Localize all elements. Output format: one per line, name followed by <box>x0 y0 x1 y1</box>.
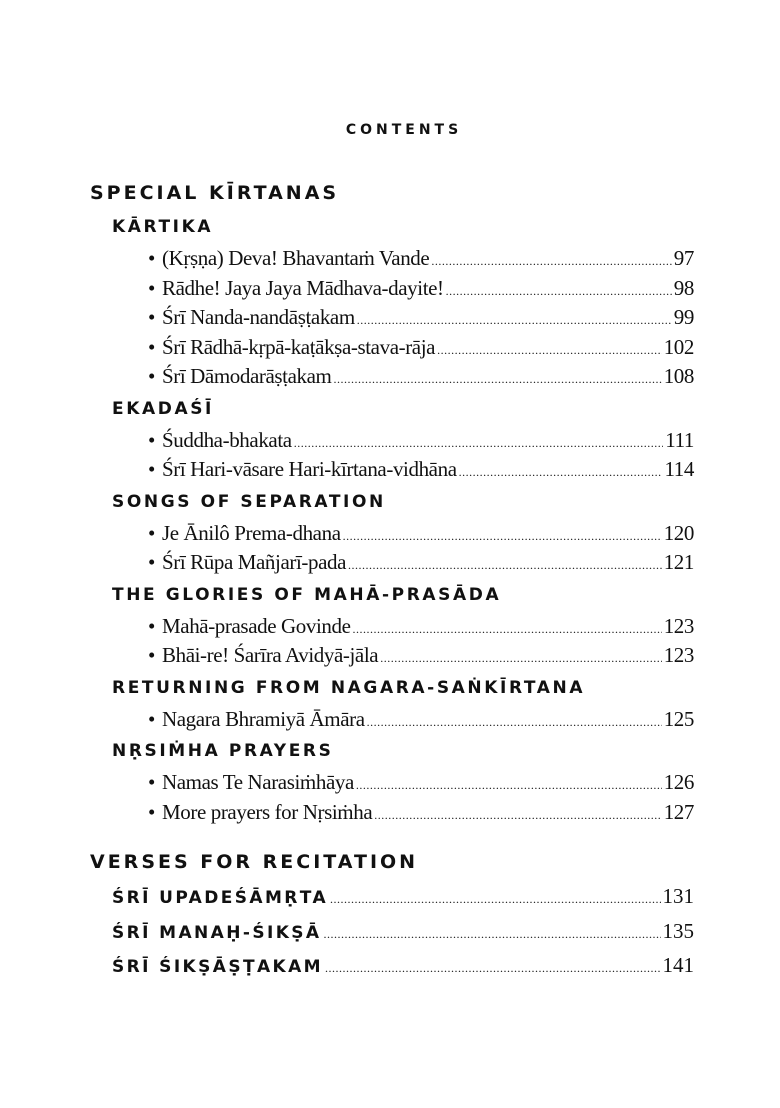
dot-leader <box>323 917 660 952</box>
dot-leader <box>356 771 662 801</box>
toc-entry[interactable] <box>90 274 694 304</box>
entry-title: Śrī Dāmodarāṣṭakam <box>162 364 332 388</box>
toc-entry[interactable] <box>90 303 694 333</box>
page-number: 98 <box>673 275 694 300</box>
table-of-contents <box>90 176 694 983</box>
dot-leader <box>343 522 662 552</box>
group-heading: EKADAŚĪ <box>112 398 214 419</box>
page-number: 123 <box>663 643 694 667</box>
page-number: 126 <box>663 770 694 794</box>
dot-leader <box>431 247 671 277</box>
bullet-icon: • <box>148 457 155 481</box>
bullet-icon: • <box>148 364 155 388</box>
page-number: 127 <box>663 799 694 824</box>
entry-title: Je Ānilô Prema-dhana <box>162 520 341 545</box>
entry-title: ŚRĪ MANAḤ-ŚIKṢĀ <box>112 922 322 943</box>
dot-leader <box>294 429 664 459</box>
page-number: 111 <box>665 427 694 452</box>
toc-entry[interactable] <box>90 768 694 798</box>
page-number: 135 <box>662 918 694 943</box>
toc-entry[interactable] <box>90 455 694 485</box>
page-number: 114 <box>664 457 694 481</box>
page-number: 121 <box>663 550 694 574</box>
toc-entry[interactable] <box>90 948 694 983</box>
toc-entry[interactable] <box>90 705 694 735</box>
toc-entry[interactable] <box>90 914 694 949</box>
entry-title: More prayers for Nṛsiṁha <box>162 799 373 824</box>
dot-leader <box>348 551 662 581</box>
group-heading: KĀRTIKA <box>112 217 214 237</box>
group-heading: SONGS OF SEPARATION <box>112 491 386 512</box>
dot-leader <box>380 644 661 674</box>
dot-leader <box>374 801 661 831</box>
bullet-icon: • <box>148 706 155 731</box>
section-heading: SPECIAL KĪRTANAS <box>90 182 340 204</box>
toc-entry[interactable] <box>90 519 694 549</box>
toc-entry[interactable] <box>90 548 694 578</box>
dot-leader <box>437 336 662 366</box>
bullet-icon: • <box>148 246 155 270</box>
entry-title: Śrī Hari-vāsare Hari-kīrtana-vidhāna <box>162 457 457 481</box>
entry-title: Nagara Bhramiyā Āmāra <box>162 706 365 731</box>
entry-title: Śrī Rādhā-kṛpā-kaṭākṣa-stava-rāja <box>162 334 436 359</box>
toc-entry[interactable] <box>90 798 694 828</box>
entry-title: Śrī Nanda-nandāṣṭakam <box>162 305 355 329</box>
group-heading: THE GLORIES OF MAHĀ-PRASĀDA <box>112 584 502 605</box>
page-number: 102 <box>663 334 694 359</box>
entry-title: Rādhe! Jaya Jaya Mādhava-dayite! <box>162 275 444 300</box>
toc-entry[interactable] <box>90 426 694 456</box>
bullet-icon: • <box>148 275 155 300</box>
page-number: 99 <box>673 305 694 329</box>
bullet-icon: • <box>148 799 155 824</box>
entry-title: (Kṛṣṇa) Deva! Bhavantaṁ Vande <box>162 246 430 270</box>
contents-title: CONTENTS <box>345 122 463 138</box>
page-number: 141 <box>662 953 694 977</box>
bullet-icon: • <box>148 643 155 667</box>
bullet-icon: • <box>148 613 155 638</box>
toc-entry[interactable] <box>90 244 694 274</box>
entry-title: ŚRĪ UPADEŚĀMṚTA <box>112 888 329 908</box>
page-number: 108 <box>663 364 694 388</box>
toc-entry[interactable] <box>90 641 694 671</box>
bullet-icon: • <box>148 550 155 574</box>
dot-leader <box>334 365 662 395</box>
toc-entry[interactable] <box>90 333 694 363</box>
toc-entry[interactable] <box>90 612 694 642</box>
entry-title: Śuddha-bhakata <box>162 427 292 452</box>
dot-leader <box>353 615 662 645</box>
dot-leader <box>357 306 672 336</box>
dot-leader <box>325 951 661 986</box>
page-number: 120 <box>663 520 694 545</box>
bullet-icon: • <box>148 427 155 452</box>
page-number: 97 <box>673 246 694 270</box>
page-number: 131 <box>662 884 694 908</box>
entry-title: ŚRĪ ŚIKṢĀṢṬAKAM <box>112 957 323 977</box>
page-number: 125 <box>663 706 694 731</box>
dot-leader <box>367 708 662 738</box>
entry-title: Bhāi-re! Śarīra Avidyā-jāla <box>162 643 379 667</box>
toc-entry[interactable] <box>90 362 694 392</box>
entry-title: Mahā-prasade Govinde <box>162 613 351 638</box>
dot-leader <box>459 458 663 488</box>
entry-title: Namas Te Narasiṁhāya <box>162 770 354 794</box>
page-number: 123 <box>663 613 694 638</box>
group-heading: RETURNING FROM NAGARA-SAṄKĪRTANA <box>112 677 586 698</box>
bullet-icon: • <box>148 770 155 794</box>
entry-title: Śrī Rūpa Mañjarī-pada <box>162 550 347 574</box>
bullet-icon: • <box>148 334 155 359</box>
group-heading: NṚSIṀHA PRAYERS <box>112 741 334 761</box>
bullet-icon: • <box>148 305 155 329</box>
dot-leader <box>446 277 672 307</box>
bullet-icon: • <box>148 520 155 545</box>
section-heading: VERSES FOR RECITATION <box>90 851 419 873</box>
toc-entry[interactable] <box>90 879 694 914</box>
dot-leader <box>330 882 660 917</box>
